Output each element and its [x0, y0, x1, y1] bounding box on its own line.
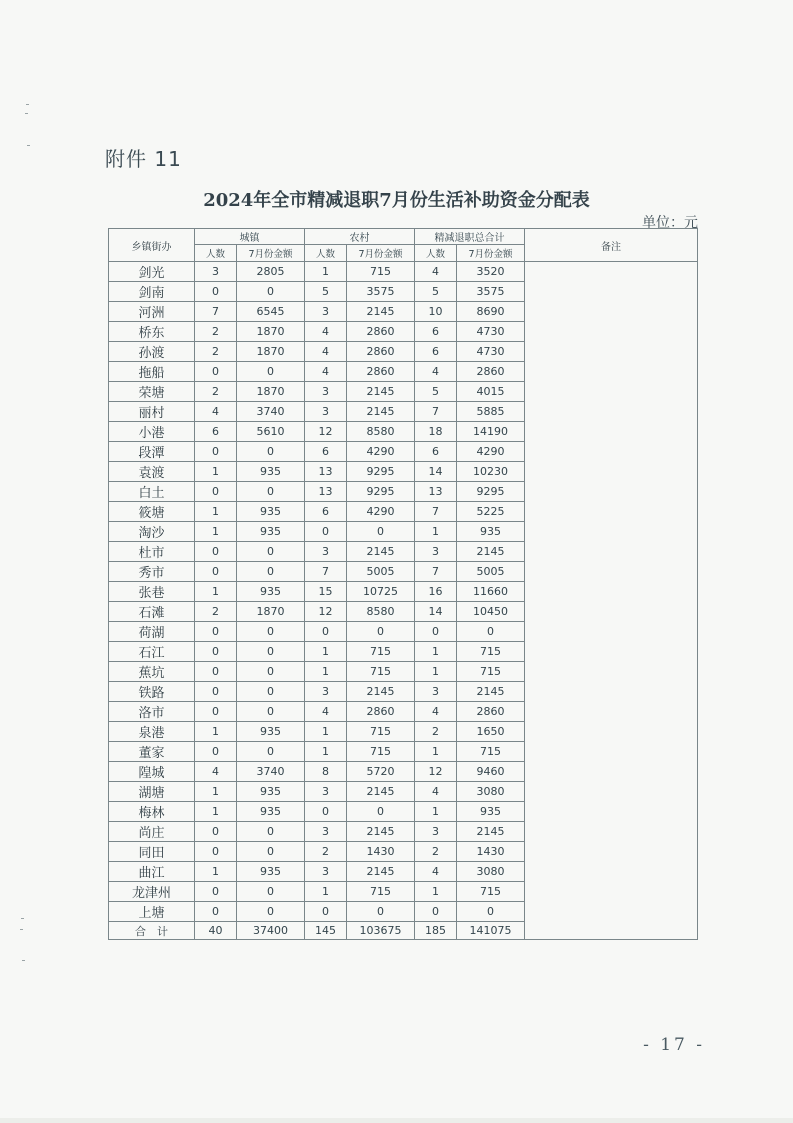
value-cell-r-a: 5005	[347, 562, 415, 582]
value-cell-r-a: 0	[347, 622, 415, 642]
value-cell-r-n: 8	[305, 762, 347, 782]
value-cell-t-a: 3520	[457, 262, 525, 282]
value-cell-r-a: 2860	[347, 362, 415, 382]
unit-label: 单位：元	[642, 215, 698, 231]
value-cell-u-n: 0	[195, 622, 237, 642]
scan-speck	[22, 960, 25, 961]
value-cell-t-a: 2145	[457, 682, 525, 702]
value-cell-u-n: 1	[195, 522, 237, 542]
value-cell-u-a: 0	[237, 482, 305, 502]
value-cell-u-a: 0	[237, 902, 305, 922]
value-cell-t-n: 1	[415, 802, 457, 822]
scan-bottom-edge	[0, 1118, 793, 1123]
value-cell-r-n: 3	[305, 402, 347, 422]
town-cell: 张巷	[109, 582, 195, 602]
value-cell-t-a: 715	[457, 642, 525, 662]
value-cell-t-a: 5005	[457, 562, 525, 582]
value-cell-r-a: 2860	[347, 322, 415, 342]
scan-speck	[26, 104, 29, 105]
value-cell-t-n: 4	[415, 782, 457, 802]
value-cell-r-n: 13	[305, 462, 347, 482]
value-cell-r-n: 6	[305, 502, 347, 522]
value-cell-u-a: 935	[237, 782, 305, 802]
value-cell-u-a: 935	[237, 802, 305, 822]
value-cell-u-n: 0	[195, 642, 237, 662]
value-cell-u-a: 935	[237, 522, 305, 542]
value-cell-r-a: 5720	[347, 762, 415, 782]
value-cell-r-a: 2145	[347, 542, 415, 562]
value-cell-r-a: 2145	[347, 302, 415, 322]
town-cell: 石滩	[109, 602, 195, 622]
town-cell: 洛市	[109, 702, 195, 722]
total-cell-r-a: 103675	[347, 922, 415, 940]
table-row	[109, 262, 698, 282]
scan-speck	[25, 113, 28, 114]
value-cell-t-a: 715	[457, 662, 525, 682]
value-cell-r-a: 715	[347, 722, 415, 742]
value-cell-t-n: 14	[415, 462, 457, 482]
value-cell-t-a: 0	[457, 902, 525, 922]
value-cell-t-a: 10450	[457, 602, 525, 622]
town-cell: 秀市	[109, 562, 195, 582]
value-cell-t-a: 4015	[457, 382, 525, 402]
value-cell-t-n: 4	[415, 262, 457, 282]
value-cell-r-a: 9295	[347, 462, 415, 482]
town-cell: 荣塘	[109, 382, 195, 402]
value-cell-u-n: 0	[195, 282, 237, 302]
value-cell-t-n: 1	[415, 662, 457, 682]
total-cell-t-a: 141075	[457, 922, 525, 940]
town-cell: 小港	[109, 422, 195, 442]
value-cell-u-n: 0	[195, 702, 237, 722]
value-cell-r-a: 8580	[347, 602, 415, 622]
value-cell-u-n: 3	[195, 262, 237, 282]
value-cell-t-a: 935	[457, 802, 525, 822]
attachment-label: 附件 11	[105, 147, 182, 171]
value-cell-u-n: 0	[195, 542, 237, 562]
value-cell-t-a: 2860	[457, 702, 525, 722]
value-cell-t-a: 5225	[457, 502, 525, 522]
town-cell: 淘沙	[109, 522, 195, 542]
value-cell-t-a: 715	[457, 742, 525, 762]
value-cell-r-a: 2860	[347, 342, 415, 362]
value-cell-r-a: 2145	[347, 682, 415, 702]
value-cell-r-n: 7	[305, 562, 347, 582]
value-cell-t-n: 12	[415, 762, 457, 782]
town-cell: 丽村	[109, 402, 195, 422]
value-cell-t-n: 5	[415, 282, 457, 302]
town-cell: 袁渡	[109, 462, 195, 482]
scan-speck	[27, 145, 30, 146]
value-cell-t-n: 14	[415, 602, 457, 622]
value-cell-u-n: 0	[195, 882, 237, 902]
value-cell-t-n: 7	[415, 402, 457, 422]
value-cell-r-a: 715	[347, 882, 415, 902]
header-total-people: 人数	[415, 245, 457, 262]
header-rural-amount: 7月份金额	[347, 245, 415, 262]
value-cell-t-a: 10230	[457, 462, 525, 482]
value-cell-r-n: 12	[305, 422, 347, 442]
town-cell: 同田	[109, 842, 195, 862]
value-cell-t-a: 1650	[457, 722, 525, 742]
town-cell: 石江	[109, 642, 195, 662]
value-cell-r-n: 1	[305, 722, 347, 742]
value-cell-t-a: 1430	[457, 842, 525, 862]
value-cell-t-n: 16	[415, 582, 457, 602]
value-cell-u-a: 0	[237, 542, 305, 562]
value-cell-r-a: 715	[347, 662, 415, 682]
value-cell-r-a: 2145	[347, 402, 415, 422]
total-cell-r-n: 145	[305, 922, 347, 940]
value-cell-u-a: 0	[237, 442, 305, 462]
value-cell-u-a: 6545	[237, 302, 305, 322]
value-cell-u-a: 0	[237, 842, 305, 862]
value-cell-t-n: 4	[415, 702, 457, 722]
value-cell-r-n: 1	[305, 882, 347, 902]
value-cell-u-a: 0	[237, 682, 305, 702]
value-cell-r-n: 3	[305, 862, 347, 882]
value-cell-u-n: 1	[195, 582, 237, 602]
value-cell-u-n: 6	[195, 422, 237, 442]
allocation-table	[108, 228, 698, 940]
value-cell-u-a: 935	[237, 462, 305, 482]
value-cell-r-n: 6	[305, 442, 347, 462]
value-cell-t-a: 5885	[457, 402, 525, 422]
value-cell-u-a: 935	[237, 862, 305, 882]
value-cell-t-n: 4	[415, 362, 457, 382]
value-cell-u-a: 1870	[237, 342, 305, 362]
value-cell-u-a: 0	[237, 562, 305, 582]
value-cell-t-a: 4730	[457, 322, 525, 342]
header-urban-people: 人数	[195, 245, 237, 262]
value-cell-u-n: 0	[195, 362, 237, 382]
value-cell-r-n: 0	[305, 622, 347, 642]
value-cell-u-n: 2	[195, 382, 237, 402]
value-cell-r-a: 8580	[347, 422, 415, 442]
header-urban-amount: 7月份金额	[237, 245, 305, 262]
town-cell: 隍城	[109, 762, 195, 782]
value-cell-r-n: 3	[305, 822, 347, 842]
value-cell-r-n: 15	[305, 582, 347, 602]
header-rural: 农村	[305, 229, 415, 245]
town-cell: 段潭	[109, 442, 195, 462]
value-cell-r-a: 4290	[347, 442, 415, 462]
town-cell: 泉港	[109, 722, 195, 742]
header-total-amount: 7月份金额	[457, 245, 525, 262]
value-cell-r-n: 3	[305, 782, 347, 802]
value-cell-u-n: 1	[195, 802, 237, 822]
value-cell-r-a: 10725	[347, 582, 415, 602]
page-title: 2024年全市精减退职7月份生活补助资金分配表	[203, 190, 590, 211]
value-cell-u-n: 0	[195, 742, 237, 762]
value-cell-t-n: 13	[415, 482, 457, 502]
value-cell-u-n: 2	[195, 322, 237, 342]
value-cell-r-n: 1	[305, 662, 347, 682]
value-cell-r-a: 1430	[347, 842, 415, 862]
value-cell-r-a: 9295	[347, 482, 415, 502]
value-cell-r-a: 2145	[347, 382, 415, 402]
value-cell-r-n: 1	[305, 642, 347, 662]
value-cell-u-n: 2	[195, 602, 237, 622]
value-cell-t-n: 0	[415, 902, 457, 922]
value-cell-u-a: 1870	[237, 602, 305, 622]
total-cell-u-n: 40	[195, 922, 237, 940]
town-cell: 桥东	[109, 322, 195, 342]
value-cell-r-a: 4290	[347, 502, 415, 522]
value-cell-t-a: 9295	[457, 482, 525, 502]
value-cell-u-n: 0	[195, 842, 237, 862]
value-cell-r-n: 0	[305, 902, 347, 922]
value-cell-t-n: 1	[415, 882, 457, 902]
value-cell-u-n: 0	[195, 482, 237, 502]
town-cell: 上塘	[109, 902, 195, 922]
value-cell-u-a: 3740	[237, 402, 305, 422]
value-cell-u-a: 0	[237, 702, 305, 722]
value-cell-r-n: 4	[305, 702, 347, 722]
value-cell-t-n: 5	[415, 382, 457, 402]
value-cell-t-n: 0	[415, 622, 457, 642]
value-cell-u-a: 935	[237, 582, 305, 602]
value-cell-u-a: 1870	[237, 322, 305, 342]
value-cell-r-n: 3	[305, 302, 347, 322]
town-cell: 曲江	[109, 862, 195, 882]
value-cell-t-n: 2	[415, 842, 457, 862]
value-cell-t-a: 14190	[457, 422, 525, 442]
value-cell-t-n: 4	[415, 862, 457, 882]
value-cell-u-n: 0	[195, 822, 237, 842]
value-cell-t-n: 6	[415, 442, 457, 462]
value-cell-t-a: 8690	[457, 302, 525, 322]
town-cell: 蕉坑	[109, 662, 195, 682]
value-cell-r-n: 2	[305, 842, 347, 862]
value-cell-r-a: 2145	[347, 822, 415, 842]
value-cell-u-a: 0	[237, 282, 305, 302]
value-cell-t-a: 3575	[457, 282, 525, 302]
value-cell-u-n: 2	[195, 342, 237, 362]
town-cell: 龙津州	[109, 882, 195, 902]
page-number: - 17 -	[643, 1035, 705, 1055]
value-cell-t-n: 2	[415, 722, 457, 742]
town-cell: 梅林	[109, 802, 195, 822]
value-cell-u-n: 4	[195, 762, 237, 782]
value-cell-t-n: 3	[415, 822, 457, 842]
value-cell-r-a: 715	[347, 642, 415, 662]
value-cell-u-a: 0	[237, 662, 305, 682]
value-cell-t-n: 1	[415, 522, 457, 542]
total-label: 合 计	[109, 922, 195, 940]
value-cell-u-n: 0	[195, 442, 237, 462]
value-cell-u-a: 935	[237, 502, 305, 522]
value-cell-r-n: 5	[305, 282, 347, 302]
value-cell-u-a: 935	[237, 722, 305, 742]
town-cell: 拖船	[109, 362, 195, 382]
value-cell-t-n: 7	[415, 562, 457, 582]
value-cell-r-n: 1	[305, 742, 347, 762]
value-cell-t-a: 2860	[457, 362, 525, 382]
value-cell-r-a: 3575	[347, 282, 415, 302]
value-cell-u-a: 0	[237, 622, 305, 642]
value-cell-u-a: 0	[237, 742, 305, 762]
value-cell-r-n: 4	[305, 322, 347, 342]
value-cell-u-n: 1	[195, 862, 237, 882]
value-cell-r-n: 4	[305, 342, 347, 362]
value-cell-u-n: 1	[195, 782, 237, 802]
value-cell-t-n: 6	[415, 342, 457, 362]
town-cell: 杜市	[109, 542, 195, 562]
value-cell-r-n: 3	[305, 542, 347, 562]
value-cell-t-a: 4730	[457, 342, 525, 362]
scan-speck	[20, 929, 23, 930]
town-cell: 河洲	[109, 302, 195, 322]
value-cell-t-n: 18	[415, 422, 457, 442]
value-cell-t-a: 0	[457, 622, 525, 642]
value-cell-r-n: 3	[305, 382, 347, 402]
header-remarks: 备注	[525, 229, 698, 262]
value-cell-u-a: 2805	[237, 262, 305, 282]
value-cell-r-n: 4	[305, 362, 347, 382]
value-cell-u-a: 3740	[237, 762, 305, 782]
value-cell-u-n: 1	[195, 462, 237, 482]
total-cell-t-n: 185	[415, 922, 457, 940]
value-cell-r-a: 2145	[347, 782, 415, 802]
value-cell-u-a: 0	[237, 822, 305, 842]
value-cell-r-a: 715	[347, 742, 415, 762]
value-cell-t-n: 6	[415, 322, 457, 342]
value-cell-u-n: 1	[195, 722, 237, 742]
town-cell: 铁路	[109, 682, 195, 702]
town-cell: 剑南	[109, 282, 195, 302]
header-rural-people: 人数	[305, 245, 347, 262]
value-cell-r-n: 3	[305, 682, 347, 702]
value-cell-r-a: 0	[347, 522, 415, 542]
value-cell-t-a: 3080	[457, 782, 525, 802]
value-cell-t-a: 11660	[457, 582, 525, 602]
value-cell-r-a: 2860	[347, 702, 415, 722]
town-cell: 剑光	[109, 262, 195, 282]
value-cell-u-n: 0	[195, 562, 237, 582]
value-cell-t-a: 9460	[457, 762, 525, 782]
value-cell-t-a: 715	[457, 882, 525, 902]
value-cell-r-n: 13	[305, 482, 347, 502]
value-cell-t-a: 935	[457, 522, 525, 542]
value-cell-t-n: 1	[415, 642, 457, 662]
town-cell: 尚庄	[109, 822, 195, 842]
scan-speck	[21, 918, 24, 919]
value-cell-t-n: 3	[415, 682, 457, 702]
value-cell-u-n: 0	[195, 902, 237, 922]
total-cell-u-a: 37400	[237, 922, 305, 940]
value-cell-r-a: 2145	[347, 862, 415, 882]
value-cell-r-a: 715	[347, 262, 415, 282]
town-cell: 筱塘	[109, 502, 195, 522]
town-cell: 湖塘	[109, 782, 195, 802]
value-cell-u-a: 5610	[237, 422, 305, 442]
value-cell-u-n: 7	[195, 302, 237, 322]
header-urban: 城镇	[195, 229, 305, 245]
value-cell-r-n: 0	[305, 522, 347, 542]
value-cell-u-n: 1	[195, 502, 237, 522]
town-cell: 董家	[109, 742, 195, 762]
value-cell-u-a: 0	[237, 362, 305, 382]
value-cell-u-n: 0	[195, 662, 237, 682]
value-cell-t-n: 3	[415, 542, 457, 562]
value-cell-t-a: 2145	[457, 822, 525, 842]
header-town: 乡镇街办	[109, 229, 195, 262]
value-cell-t-a: 4290	[457, 442, 525, 462]
value-cell-r-a: 0	[347, 802, 415, 822]
value-cell-u-a: 0	[237, 642, 305, 662]
value-cell-r-n: 1	[305, 262, 347, 282]
town-cell: 孙渡	[109, 342, 195, 362]
value-cell-u-a: 1870	[237, 382, 305, 402]
value-cell-t-n: 1	[415, 742, 457, 762]
value-cell-t-n: 10	[415, 302, 457, 322]
value-cell-r-a: 0	[347, 902, 415, 922]
value-cell-t-a: 3080	[457, 862, 525, 882]
value-cell-r-n: 12	[305, 602, 347, 622]
town-cell: 荷湖	[109, 622, 195, 642]
remarks-cell	[525, 262, 698, 940]
value-cell-u-a: 0	[237, 882, 305, 902]
value-cell-t-a: 2145	[457, 542, 525, 562]
value-cell-u-n: 0	[195, 682, 237, 702]
value-cell-t-n: 7	[415, 502, 457, 522]
value-cell-u-n: 4	[195, 402, 237, 422]
town-cell: 白土	[109, 482, 195, 502]
value-cell-r-n: 0	[305, 802, 347, 822]
header-total: 精减退职总合计	[415, 229, 525, 245]
